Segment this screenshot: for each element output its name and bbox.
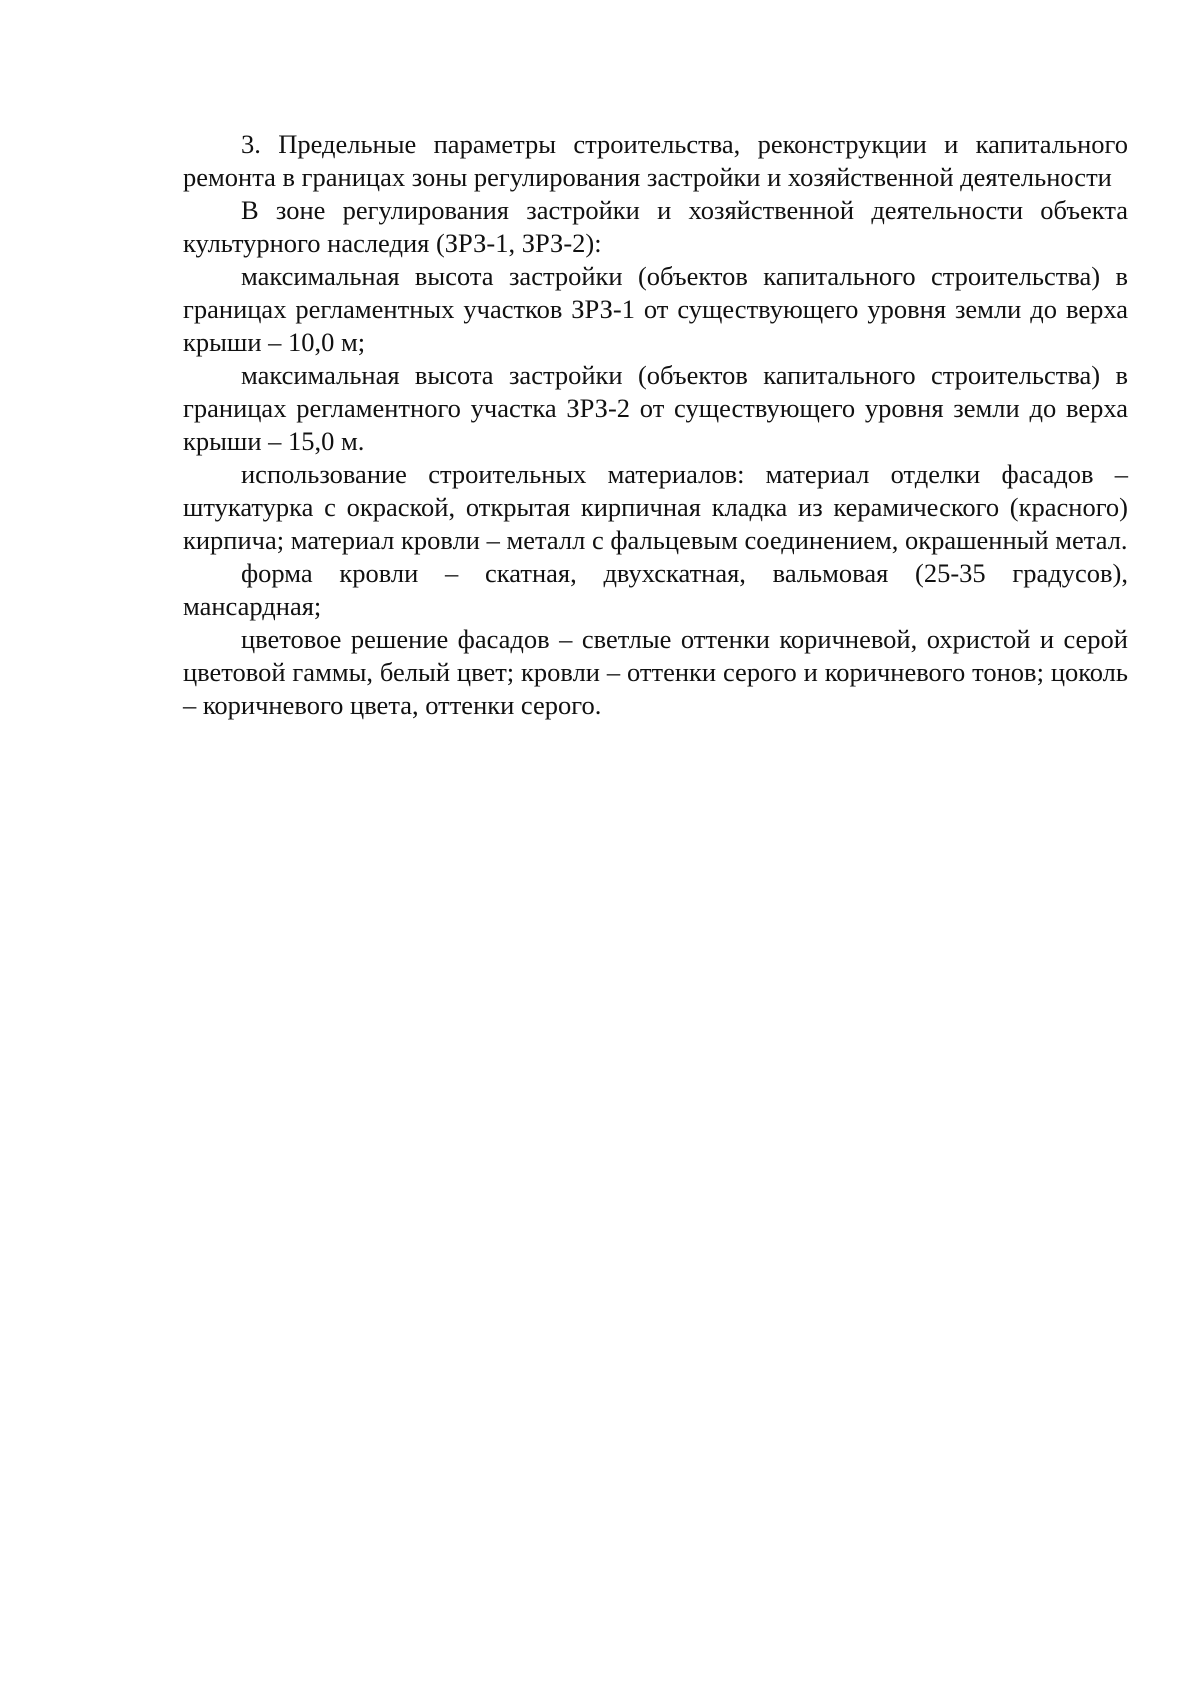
section-heading-paragraph: 3. Предельные параметры строительства, реконструкции и капитального ремонта в границах зоны регулирования застройки и хозяйственной деятельности — [183, 129, 1128, 192]
roof-shape-paragraph: форма кровли – скатная, двухскатная, вальмовая (25-35 градусов), мансардная; — [183, 558, 1128, 621]
color-scheme-paragraph: цветовое решение фасадов – светлые оттенки коричневой, охристой и серой цветовой гаммы, белый цвет; кровли – оттенки серого и коричневого тонов; цоколь – коричневого цвета, оттенки серого. — [183, 624, 1128, 720]
zone-intro-paragraph: В зоне регулирования застройки и хозяйственной деятельности объекта культурного наследия (ЗРЗ-1, ЗРЗ-2): — [183, 195, 1128, 258]
document-body — [183, 128, 1128, 722]
max-height-zrz1-paragraph: максимальная высота застройки (объектов капитального строительства) в границах регламентных участков ЗРЗ-1 от существующего уровня земли до верха крыши – 10,0 м; — [183, 261, 1128, 357]
max-height-zrz2-paragraph: максимальная высота застройки (объектов капитального строительства) в границах регламентного участка ЗРЗ-2 от существующего уровня земли до верха крыши – 15,0 м. — [183, 360, 1128, 456]
building-materials-paragraph: использование строительных материалов: материал отделки фасадов – штукатурка с окраской, открытая кирпичная кладка из керамического (красного) кирпича; материал кровли – металл с фальцевым соединением, окрашенный метал. — [183, 459, 1128, 555]
